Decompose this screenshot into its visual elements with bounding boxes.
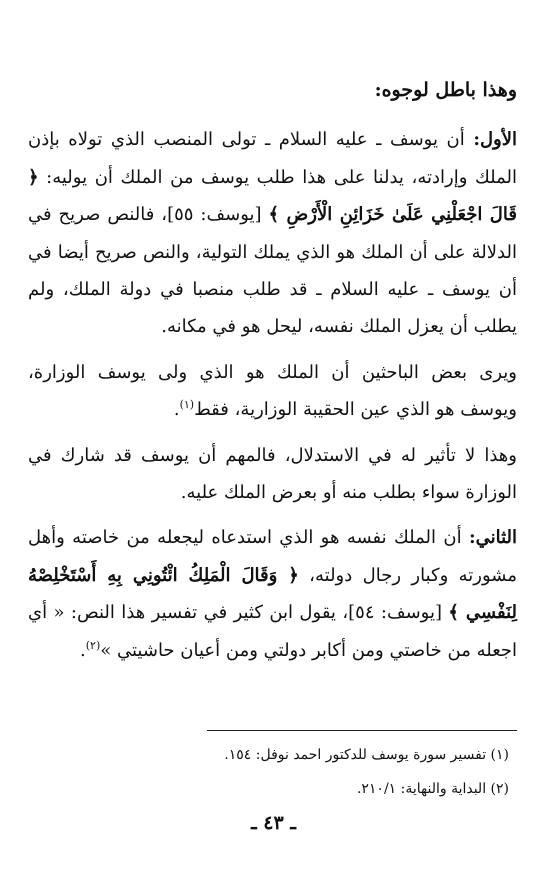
paragraph-researchers-view bbox=[28, 354, 517, 429]
paragraph-text: أن يوسف ـ عليه السلام ـ تولى المنصب الذي تولاه بإذن الملك وإرادته، يدلنا على هذا طلب يوسف من الملك أن يوليه: bbox=[28, 129, 517, 188]
quran-verse: ﴿ قَالَ اجْعَلْنِي عَلَىٰ خَزَائِنِ الْأَرْضِ ﴾ bbox=[28, 166, 517, 226]
footnote-ref: (١) bbox=[179, 398, 195, 412]
quran-verse: ﴿ وَقَالَ الْمَلِكُ ائْتُونِي بِهِ أَسْتَخْلِصْهُ لِنَفْسِي ﴾ bbox=[28, 564, 517, 624]
sentence-end: . bbox=[173, 399, 180, 421]
paragraph-text: أن الملك نفسه هو الذي استدعاه ليجعله من خاصته وأهل مشورته وكبار رجال دولته، bbox=[28, 527, 517, 586]
sentence-end: . bbox=[80, 639, 86, 661]
point-label-first: الأول: bbox=[473, 129, 517, 151]
point-label-second: الثاني: bbox=[468, 527, 517, 549]
main-text bbox=[28, 72, 517, 677]
paragraph-text: وهذا لا تأثير له في الاستدلال، فالمهم أن يوسف قد شارك في الوزارة سواء بطلب منه أو بعرض الملك عليه. bbox=[28, 444, 517, 504]
footnote-divider bbox=[207, 730, 517, 731]
footnote-ref: (٢) bbox=[85, 638, 101, 652]
paragraph-text: [يوسف: ٥٥]، فالنص صريح في الدلالة على أن الملك هو الذي يملك التولية، والنص صريح أيضا في أن يوسف ـ عليه السلام ـ قد طلب منصبا في دولة الملك، ولم يطلب أن يعزل الملك نفسه، ليحل هو في مكانه. bbox=[28, 204, 517, 338]
paragraph-first-point bbox=[28, 121, 517, 345]
paragraph-text: ويرى بعض الباحثين أن الملك هو الذي ولى يوسف الوزارة، ويوسف هو الذي عين الحقيبة الوزارية، فقط bbox=[28, 361, 517, 421]
section-heading: وهذا باطل لوجوه: bbox=[374, 79, 517, 101]
footnote-item: (١) تفسير سورة يوسف للدكتور احمد نوفل: ١٥٤. bbox=[224, 747, 509, 763]
paragraph-second-point bbox=[28, 519, 517, 669]
footnote-item: (٢) البداية والنهاية: ٢١٠/١. bbox=[356, 781, 509, 797]
footnotes bbox=[30, 738, 509, 806]
paragraph-inference bbox=[28, 437, 517, 512]
page-number: ـ ٤٣ ـ bbox=[251, 812, 296, 834]
paragraph-text: [يوسف: ٥٤]، يقول ابن كثير في تفسير هذا النص: « أي اجعله من خاصتي ومن أكابر دولتي ومن أعيان حاشيتي » bbox=[28, 602, 517, 661]
